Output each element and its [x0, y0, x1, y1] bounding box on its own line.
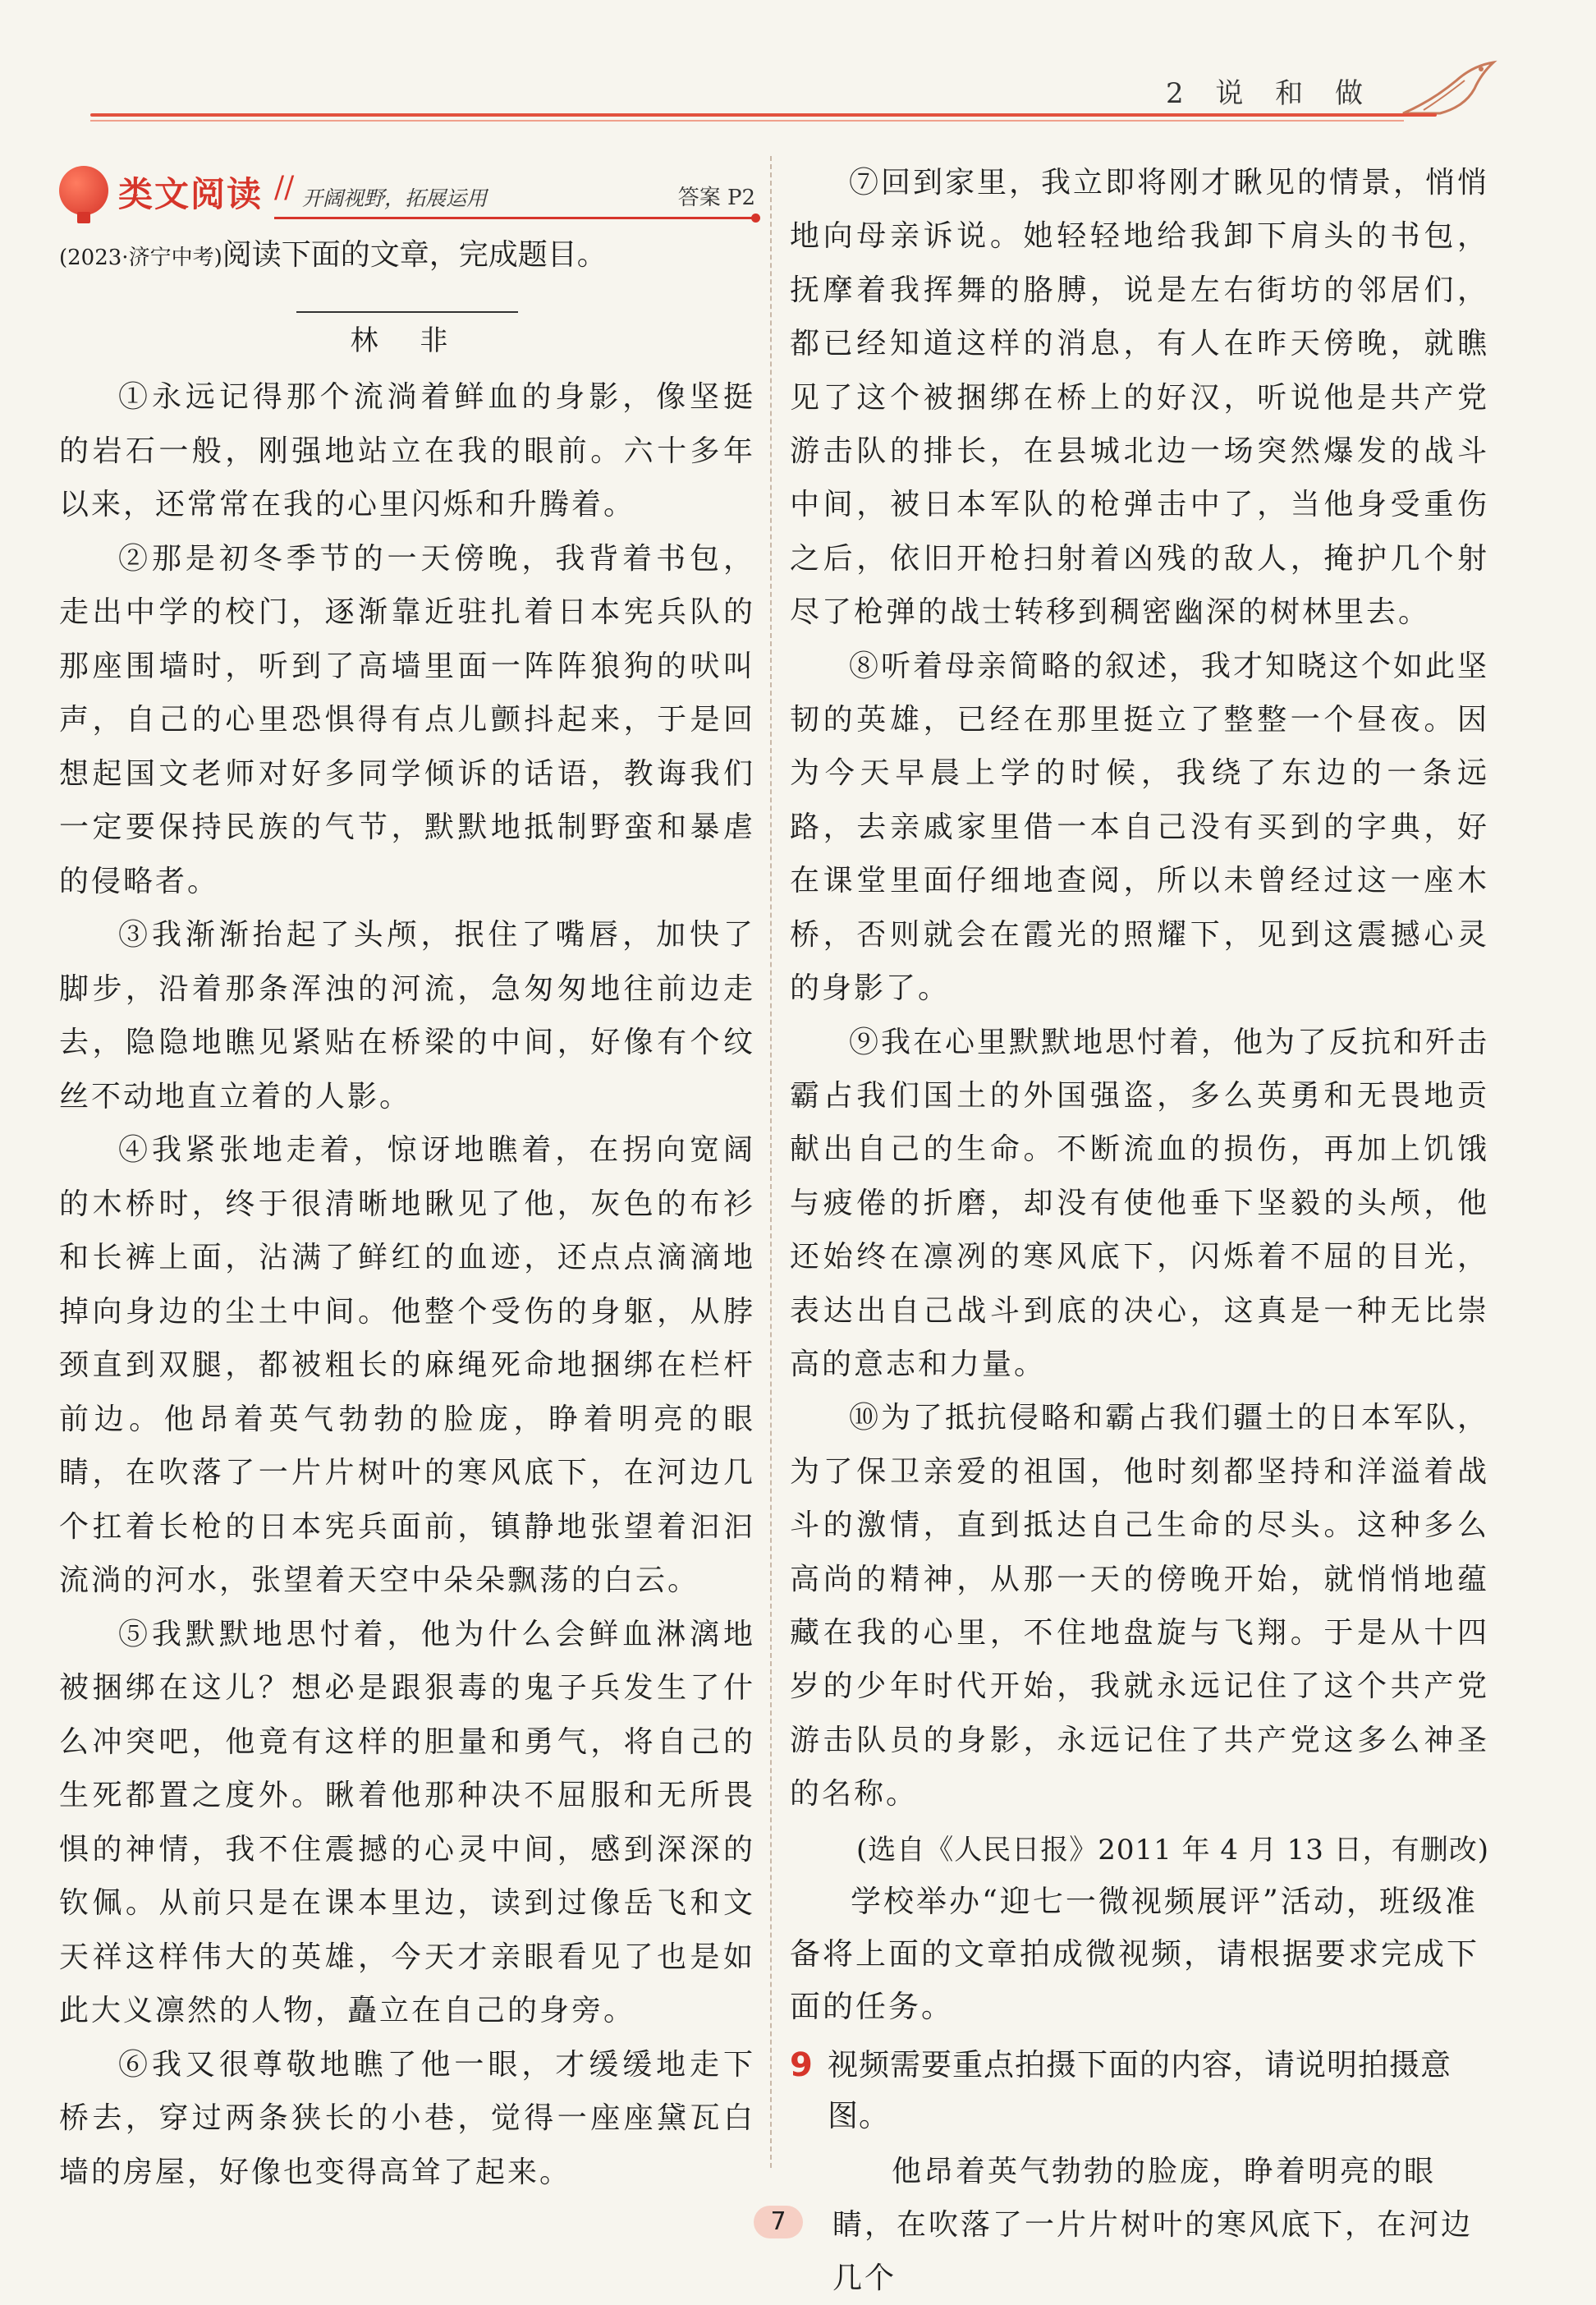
chapter-title: 2 说 和 做 [1165, 77, 1374, 110]
article-paragraph-9: ⑨我在心里默默地思忖着，他为了反抗和歼击霸占我们国土的外国强盗，多么英勇和无畏地贡献出自己的生命。不断流血的损伤，再加上饥饿与疲倦的折磨，却没有使他垂下坚毅的头颅，他还始终在凛冽的寒风底下，闪烁着不屈的目光，表达出自己战斗到底的决心，这真是一种无比崇高的意志和力量。 [790, 1025, 1490, 1381]
article-paragraph-10: ⑩为了抵抗侵略和霸占我们疆土的日本军队，为了保卫亲爱的祖国，他时刻都坚持和洋溢着战斗的激情，直到抵达自己生命的尽头。这种多么高尚的精神，从那一天的傍晚开始，就悄悄地蕴藏在我的心里，不住地盘旋与飞翔。于是从十四岁的少年时代开始，我就永远记住了这个共产党游击队员的身影，永远记住了共产党这多么神圣的名称。 [790, 1401, 1490, 1811]
reading-instruction: 阅读下面的文章，完成题目。 [222, 238, 607, 272]
article-paragraph-3: ③我渐渐抬起了头颅，抿住了嘴唇，加快了脚步，沿着那条浑浊的河流，急匆匆地往前边走去，隐隐地瞧见紧贴在桥梁的中间，好像有个纹丝不动地直立着的人影。 [59, 918, 755, 1113]
header-rule-shadow [90, 120, 1404, 122]
article-paragraph-7: ⑦回到家里，我立即将刚才瞅见的情景，悄悄地向母亲诉说。她轻轻地给我卸下肩头的书包，抚摩着我挥舞的胳膊，说是左右街坊的邻居们，都已经知道这样的消息，有人在昨天傍晚，就瞧见了这个被捆绑在桥上的好汉，听说他是共产党游击队的排长，在县城北边一场突然爆发的战斗中间，被日本军队的枪弹击中了，当他身受重伤之后，依旧开枪扫射着凶残的敌人，掩护几个射尽了枪弹的战士转移到稠密幽深的树林里去。 [790, 166, 1490, 630]
column-divider [770, 156, 772, 2168]
page-number: 7 [754, 2206, 803, 2238]
exam-source-tag: (2023·济宁中考) [59, 246, 222, 270]
bird-icon [1399, 56, 1497, 122]
slash-decoration: // [274, 171, 295, 204]
title-blank [296, 301, 518, 313]
answer-reference: 答案 P2 [677, 186, 755, 210]
article-author: 林 非 [350, 324, 465, 357]
section-title: 类文阅读 [118, 174, 264, 214]
section-underline [274, 217, 755, 219]
question-quote: 他昂着英气勃勃的脸庞，睁着明亮的眼睛，在吹落了一片片树叶的寒风底下，在河边几个 [832, 2154, 1474, 2295]
article-paragraph-6: ⑥我又很尊敬地瞧了他一眼，才缓缓地走下桥去，穿过两条狭长的小巷，觉得一座座黛瓦白墙的房屋，好像也变得高耸了起来。 [59, 2047, 755, 2189]
question-9 [790, 2040, 1489, 2142]
article-paragraph-4: ④我紧张地走着，惊讶地瞧着，在拐向宽阔的木桥时，终于很清晰地瞅见了他，灰色的布衫和长裤上面，沾满了鲜红的血迹，还点点滴滴地掉向身边的尘土中间。他整个受伤的身躯，从脖颈直到双腿，都被粗长的麻绳死命地捆绑在栏杆前边。他昂着英气勃勃的脸庞，睁着明亮的眼睛，在吹落了一片片树叶的寒风底下，在河边几个扛着长枪的日本宪兵面前，镇静地张望着汩汩流淌的河水，张望着天空中朵朵飘荡的白云。 [59, 1133, 755, 1597]
left-column [59, 156, 755, 2199]
question-text: 视频需要重点拍摄下面的内容，请说明拍摄意图。 [828, 2046, 1452, 2133]
article-paragraph-5: ⑤我默默地思忖着，他为什么会鲜血淋漓地被捆绑在这儿？想必是跟狠毒的鬼子兵发生了什么冲突吧，他竟有这样的胆量和勇气，将自己的生死都置之度外。瞅着他那种决不屈服和无所畏惧的神情，我不住震撼的心灵中间，感到深深的钦佩。从前只是在课本里边，读到过像岳飞和文天祥这样伟大的英雄，今天才亲眼看见了也是如此大义凛然的人物，矗立在自己的身旁。 [59, 1617, 755, 2027]
section-dot [751, 214, 760, 223]
section-subtitle: 开阔视野，拓展运用 [302, 186, 488, 210]
task-description: 学校举办“迎七一微视频展评”活动，班级准备将上面的文章拍成微视频，请根据要求完成下面的任务。 [790, 1883, 1479, 2024]
question-number: 9 [790, 2046, 814, 2084]
section-header [59, 156, 755, 222]
article-paragraph-8: ⑧听着母亲简略的叙述，我才知晓这个如此坚韧的英雄，已经在那里挺立了整整一个昼夜。因为今天早晨上学的时候，我绕了东边的一条远路，去亲戚家里借一本自己没有买到的字典，好在课堂里面仔细地查阅，所以未曾经过这一座木桥，否则就会在霞光的照耀下，见到这震撼心灵的身影了。 [790, 649, 1490, 1006]
header-rule [90, 113, 1437, 117]
article-paragraph-2: ②那是初冬季节的一天傍晚，我背着书包，走出中学的校门，逐渐靠近驻扎着日本宪兵队的那座围墙时，听到了高墙里面一阵阵狼狗的吠叫声，自己的心里恐惧得有点儿颤抖起来，于是回想起国文老师对好多同学倾诉的话语，教诲我们一定要保持民族的气节，默默地抵制野蛮和暴虐的侵略者。 [59, 541, 755, 898]
source-line [59, 230, 755, 283]
right-column [790, 156, 1489, 2305]
article-citation: (选自《人民日报》2011 年 4 月 13 日，有删改) [856, 1833, 1489, 1866]
globe-icon [59, 166, 108, 215]
article-paragraph-1: ①永远记得那个流淌着鲜血的身影，像坚挺的岩石一般，刚强地站立在我的眼前。六十多年以来，还常常在我的心里闪烁和升腾着。 [59, 380, 755, 521]
